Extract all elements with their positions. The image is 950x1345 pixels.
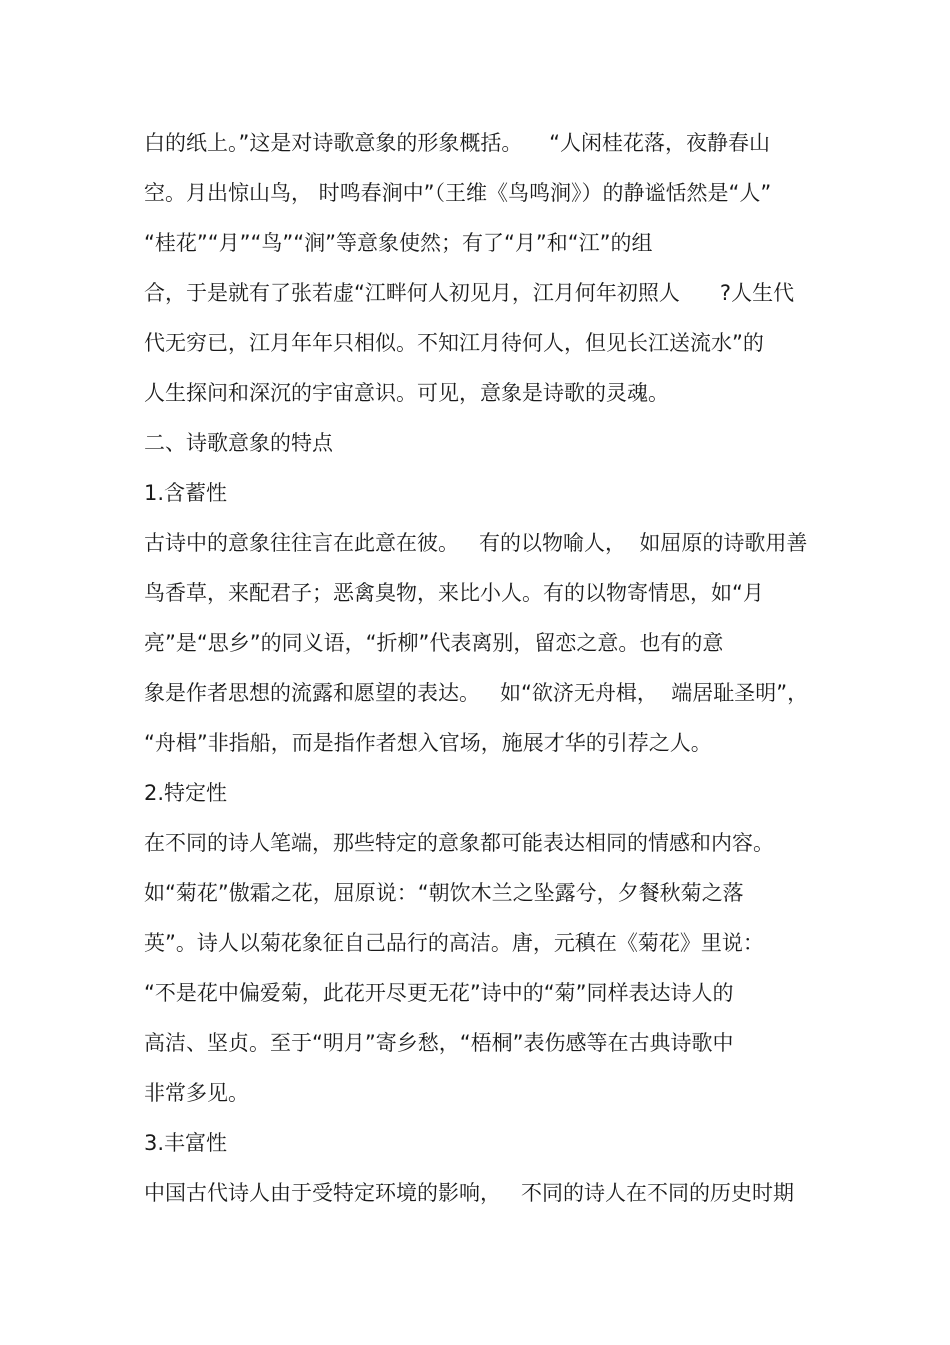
- text-line: 高洁、坚贞。至于“明月”寄乡愁，“梧桐”表伤感等在古典诗歌中: [144, 1031, 734, 1055]
- text-line: 象是作者思想的流露和愿望的表达。 如“欲济无舟楫， 端居耻圣明”，: [144, 681, 809, 705]
- text-line: 中国古代诗人由于受特定环境的影响， 不同的诗人在不同的历史时期: [144, 1181, 795, 1205]
- subsection-heading: 3.丰富性: [144, 1131, 228, 1155]
- text-line: 人生探问和深沉的宇宙意识。可见，意象是诗歌的灵魂。: [144, 381, 669, 405]
- text-line: 鸟香草，来配君子；恶禽臭物，来比小人。有的以物寄情思，如“月: [144, 581, 764, 605]
- text-line: 非常多见。: [144, 1081, 249, 1105]
- text-line: 空。月出惊山鸟， 时鸣春涧中”（王维《鸟鸣涧》）的静谧恬然是“人”: [144, 181, 772, 205]
- document-body: [144, 118, 824, 1218]
- text-line: 合，于是就有了张若虚“江畔何人初见月，江月何年初照人 ?人生代: [144, 281, 795, 305]
- text-line: “舟楫”非指船，而是指作者想入官场，施展才华的引荐之人。: [144, 731, 712, 755]
- text-line: 英”。诗人以菊花象征自己品行的高洁。唐，元稹在《菊花》里说：: [144, 931, 764, 955]
- section-heading: 二、诗歌意象的特点: [144, 431, 333, 455]
- text-line: 代无穷已，江月年年只相似。不知江月待何人，但见长江送流水”的: [144, 331, 764, 355]
- text-line: 白的纸上。”这是对诗歌意象的形象概括。 “人闲桂花落，夜静春山: [144, 131, 770, 155]
- subsection-heading: 2.特定性: [144, 781, 228, 805]
- text-line: 如“菊花”傲霜之花，屈原说：“朝饮木兰之坠露兮，夕餐秋菊之落: [144, 881, 744, 905]
- text-line: “不是花中偏爱菊，此花开尽更无花”诗中的“菊”同样表达诗人的: [144, 981, 734, 1005]
- text-line: 古诗中的意象往往言在此意在彼。 有的以物喻人， 如屈原的诗歌用善: [144, 531, 808, 555]
- text-line: 亮”是“思乡”的同义语，“折柳”代表离别，留恋之意。也有的意: [144, 631, 724, 655]
- subsection-heading: 1.含蓄性: [144, 481, 228, 505]
- text-line: 在不同的诗人笔端，那些特定的意象都可能表达相同的情感和内容。: [144, 831, 774, 855]
- text-line: “桂花”“月”“鸟”“涧”等意象使然；有了“月”和“江”的组: [144, 231, 653, 255]
